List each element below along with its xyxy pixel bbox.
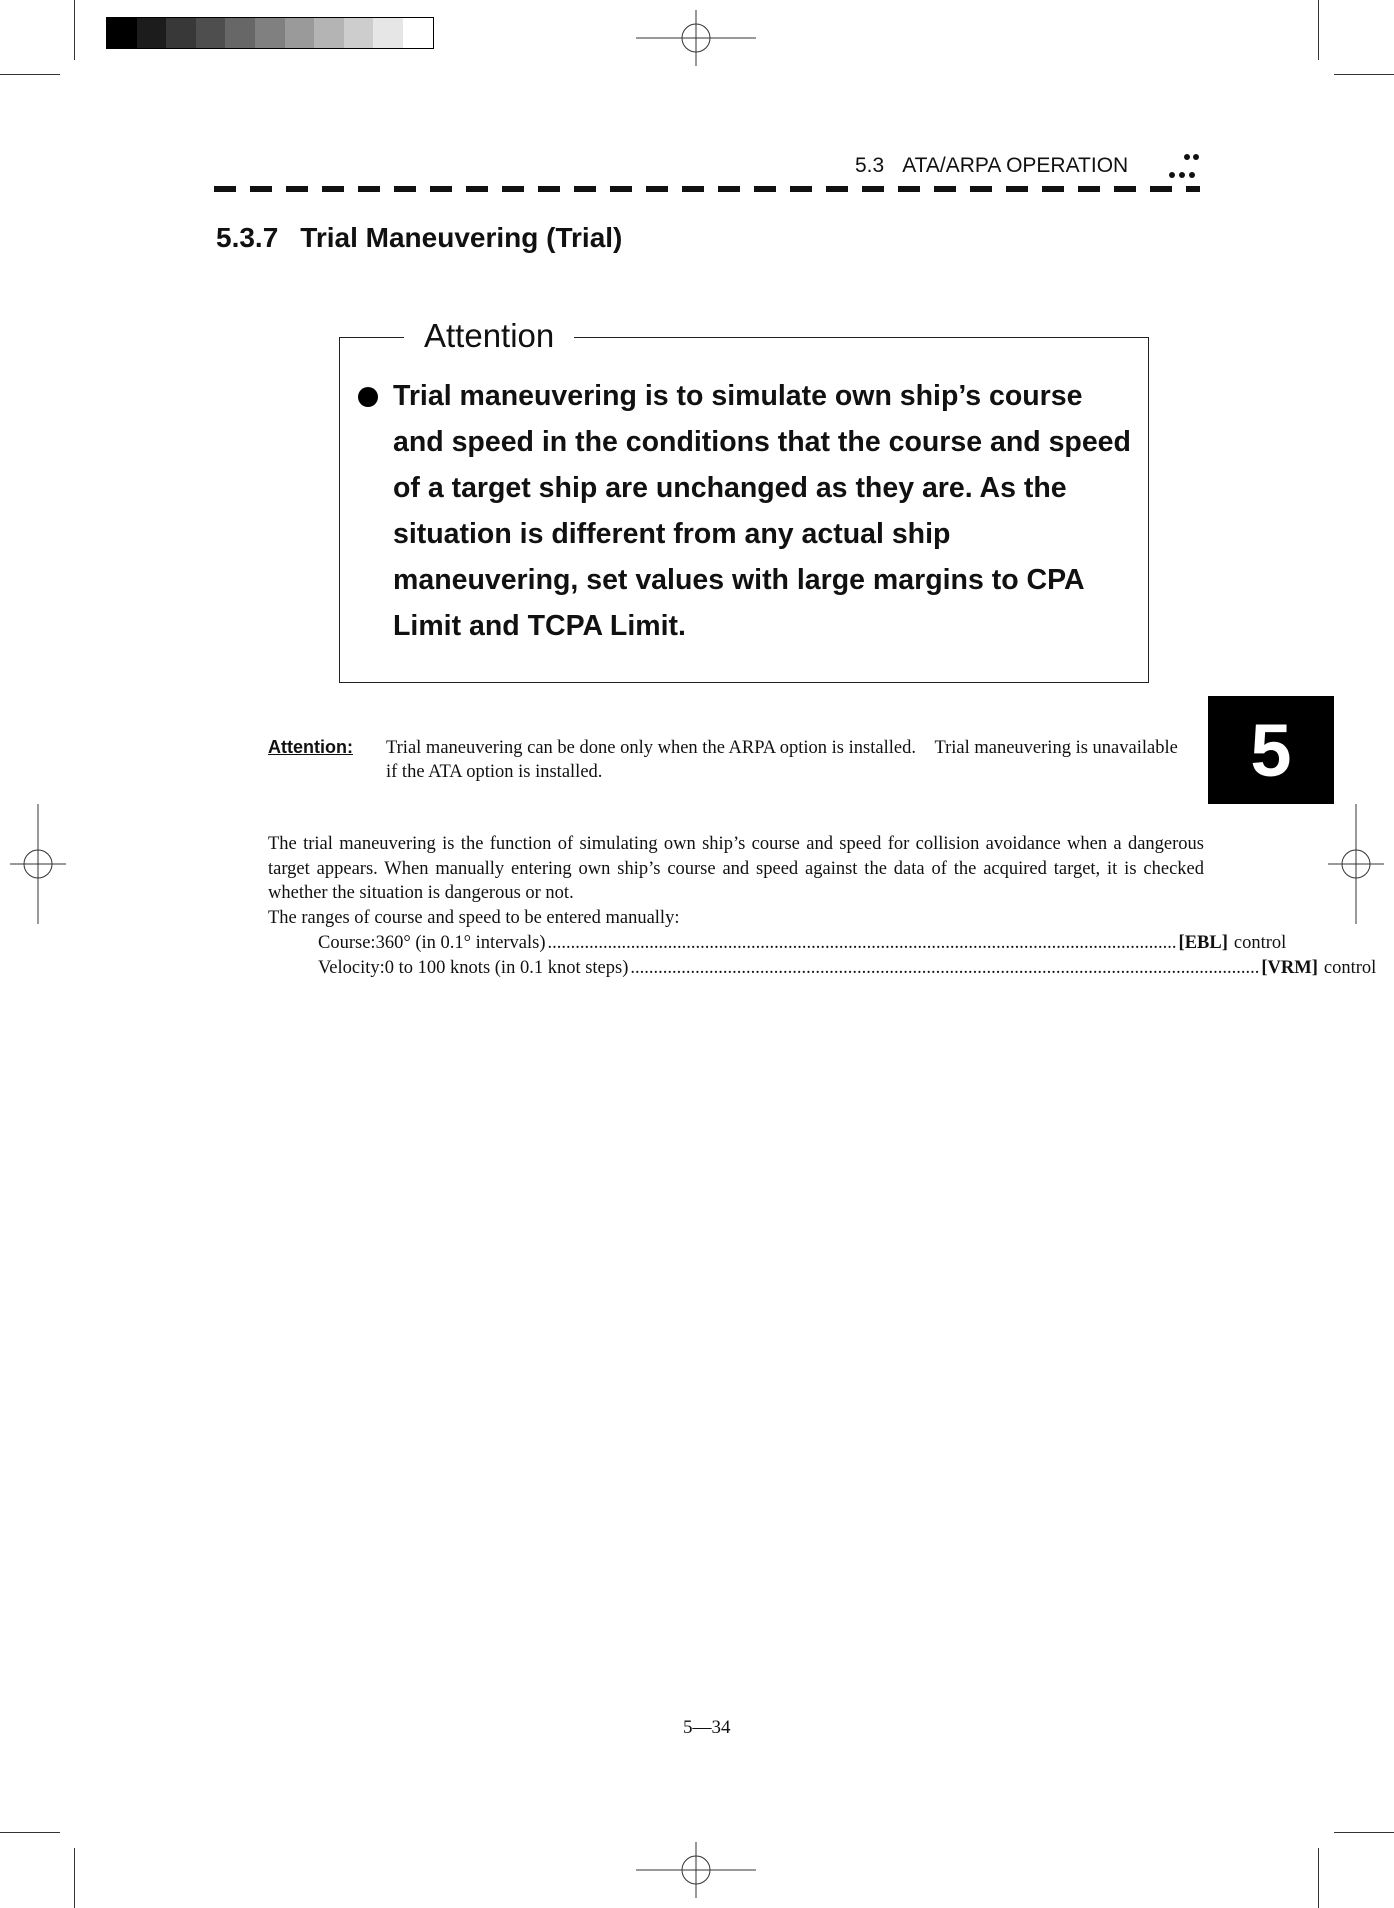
calibration-swatch (196, 18, 226, 48)
calibration-swatch (225, 18, 255, 48)
attention-heading: Attention (404, 314, 574, 358)
header-section-title: ATA/ARPA OPERATION (902, 154, 1129, 177)
range-description: 360° (in 0.1° intervals) (375, 933, 546, 953)
dots-icon (1168, 152, 1200, 182)
header-section-number: 5.3 (855, 154, 885, 177)
page-number: 5—34 (683, 1717, 731, 1738)
ranges-intro: The ranges of course and speed to be entered manually: (268, 908, 680, 928)
grayscale-calibration-bar (106, 17, 434, 49)
calibration-swatch (137, 18, 167, 48)
registration-mark-left (10, 804, 66, 924)
dot-leader: ........................................................................................................................................ (630, 958, 1260, 978)
section-title (216, 222, 622, 254)
bullet-icon (358, 387, 378, 407)
range-row-course (318, 931, 1287, 956)
control-word: control (1323, 958, 1377, 978)
attention-box (339, 317, 1149, 683)
section-title-text: Trial Maneuvering (Trial) (300, 222, 623, 253)
calibration-swatch (166, 18, 196, 48)
range-description: 0 to 100 knots (in 0.1 knot steps) (384, 958, 629, 978)
range-label: Course: (318, 933, 376, 953)
registration-mark-bottom (636, 1842, 756, 1898)
calibration-swatch (107, 18, 137, 48)
note-text: Trial maneuvering can be done only when the ARPA option is installed. Trial maneuvering is unavailable if the ATA option is installed. (386, 738, 1178, 782)
chapter-tab: 5 (1208, 696, 1334, 804)
control-word: control (1233, 933, 1287, 953)
calibration-swatch (314, 18, 344, 48)
calibration-swatch (255, 18, 285, 48)
dot-leader: ........................................................................................................................................ (547, 933, 1177, 953)
calibration-swatch (344, 18, 374, 48)
registration-mark-right (1328, 804, 1384, 924)
running-header (855, 154, 1128, 178)
section-number: 5.3.7 (216, 222, 279, 253)
attention-text: Trial maneuvering is to simulate own ship’s course and speed in the conditions that the course and speed of a target ship are unchanged as they are. As the situation is different from any actual ship maneuvering, set values with large margins to CPA Limit and TCPA Limit. (393, 380, 1131, 642)
body-paragraph-text: The trial maneuvering is the function of simulating own ship’s course and speed for collision avoidance when a dangerous target appears. When manually entering own ship’s course and speed against the data of the acquired target, it is checked whether the situation is dangerous or not. (268, 834, 1204, 903)
registration-mark-top (636, 10, 756, 66)
calibration-swatch (285, 18, 315, 48)
control-key: [VRM] (1261, 958, 1318, 978)
range-label: Velocity: (318, 958, 385, 978)
range-row-velocity (318, 956, 1377, 981)
control-key: [EBL] (1178, 933, 1228, 953)
body-paragraph (268, 832, 1204, 906)
calibration-swatch (403, 18, 433, 48)
calibration-swatch (373, 18, 403, 48)
header-dashed-rule (214, 185, 1200, 193)
note-label: Attention: (268, 737, 353, 757)
